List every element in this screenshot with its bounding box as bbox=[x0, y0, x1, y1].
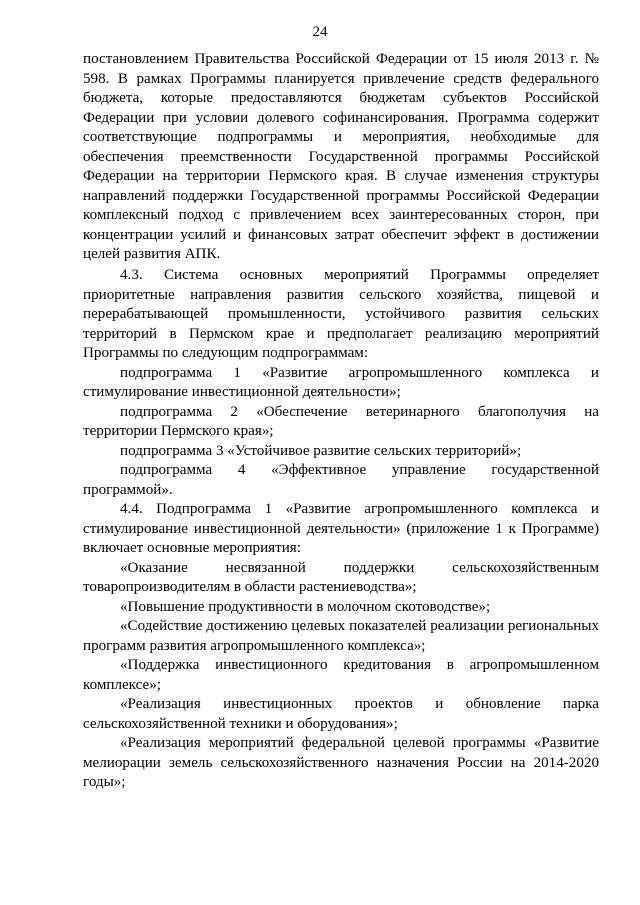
list-item-measure-4: «Поддержка инвестиционного кредитования в агропромышленном комплексе»; bbox=[83, 657, 599, 693]
page-number: 24 bbox=[312, 24, 328, 40]
list-item-measure-1: «Оказание несвязанной поддержки сельскохозяйственным товаропроизводителям в области растениеводства»; bbox=[83, 559, 599, 595]
paragraph-4-3: 4.3. Система основных мероприятий Программы определяет приоритетные направления развития сельского хозяйства, пищевой и перерабатывающей промышленности, устойчивого развития сельских территорий в Пермском крае и предполагает реализацию мероприятий Программы по следующим подпрограммам: bbox=[83, 267, 599, 361]
list-item-measure-2: «Повышение продуктивности в молочном скотоводстве»; bbox=[120, 598, 491, 615]
list-item-subprogram-1: подпрограмма 1 «Развитие агропромышленного комплекса и стимулирование инвестиционной деятельности»; bbox=[83, 364, 599, 400]
paragraph-funding: постановлением Правительства Российской Федерации от 15 июля 2013 г. № 598. В рамках Программы планируется привлечение средств федерального бюджета, которые предоставляются бюджетам субъектов Российской Федерации при условии долевого софинансирования. Программа содержит соответствующие подпрограммы и мероприятия, необходимые для обеспечения преемственности Государственной программы Российской Федерации на территории Пермского края. В случае изменения структуры направлений поддержки Государственной программы Российской Федерации комплексный подход с привлечением всех заинтересованных сторон, при концентрации усилий и финансовых затрат обеспечит эффект в достижении целей развития АПК. bbox=[83, 51, 599, 262]
list-item-subprogram-4: подпрограмма 4 «Эффективное управление государственной программой». bbox=[83, 462, 599, 498]
list-item-subprogram-3: подпрограмма 3 «Устойчивое развитие сельских территорий»; bbox=[120, 442, 522, 459]
list-item-measure-6: «Реализация мероприятий федеральной целевой программы «Развитие мелиорации земель сельскохозяйственного назначения России на 2014-2020 годы»; bbox=[83, 735, 599, 790]
list-item-subprogram-2: подпрограмма 2 «Обеспечение ветеринарного благополучия на территории Пермского края»; bbox=[83, 403, 599, 439]
list-item-measure-3: «Содействие достижению целевых показателей реализации региональных программ развития агропромышленного комплекса»; bbox=[83, 618, 599, 654]
list-item-measure-5: «Реализация инвестиционных проектов и обновление парка сельскохозяйственной техники и оборудования»; bbox=[83, 696, 599, 732]
document-body bbox=[83, 50, 599, 793]
paragraph-4-4: 4.4. Подпрограмма 1 «Развитие агропромышленного комплекса и стимулирование инвестиционной деятельности» (приложение 1 к Программе) включает основные мероприятия: bbox=[83, 501, 599, 556]
